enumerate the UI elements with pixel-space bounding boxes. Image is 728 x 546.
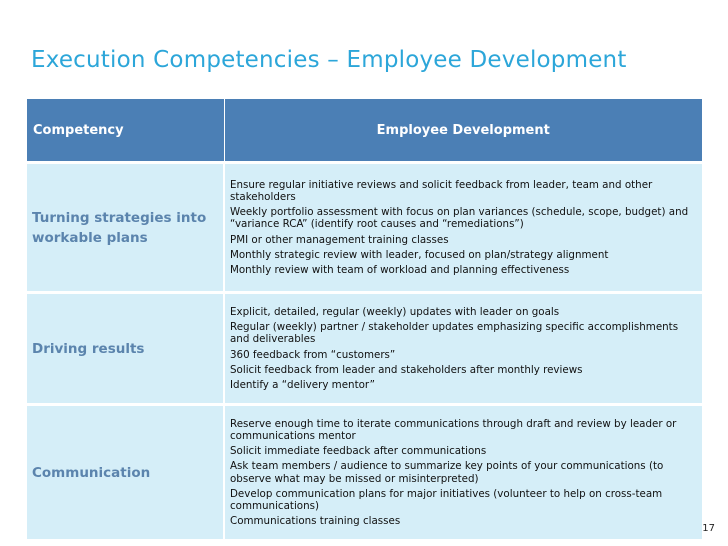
competency-cell: Turning strategies into workable plans: [27, 163, 224, 293]
development-cell: [224, 163, 702, 293]
competency-cell: Driving results: [27, 293, 224, 405]
slide-title: Execution Competencies – Employee Development: [31, 47, 627, 73]
development-cell: [224, 293, 702, 405]
competency-cell: Communication: [27, 405, 224, 540]
page-number: 17: [702, 523, 715, 534]
development-item: Monthly review with team of workload and planning effectiveness: [230, 264, 570, 276]
competency-table: [27, 99, 702, 539]
development-item: Reserve enough time to iterate communications through draft and review by leader or communications mentor: [230, 417, 677, 442]
development-item: Solicit feedback from leader and stakeholders after monthly reviews: [230, 363, 583, 376]
development-item: Regular (weekly) partner / stakeholder updates emphasizing specific accomplishments and deliverables: [230, 321, 679, 346]
development-item: Ensure regular initiative reviews and solicit feedback from leader, team and other stakeholders: [230, 178, 653, 203]
table-row: [27, 293, 702, 405]
header-employee-development: Employee Development: [224, 99, 702, 163]
table-row: [27, 163, 702, 293]
table-header-row: [27, 99, 702, 163]
header-competency: Competency: [27, 99, 224, 163]
development-item: PMI or other management training classes: [230, 233, 449, 246]
development-item: Explicit, detailed, regular (weekly) updates with leader on goals: [230, 305, 560, 318]
development-item: Weekly portfolio assessment with focus on plan variances (schedule, scope, budget) and “variance RCA” (identify root causes and “remediations”): [230, 206, 689, 231]
development-item: Communications training classes: [230, 515, 401, 528]
development-item: Ask team members / audience to summarize key points of your communications (to observe what may be missed or misinterpreted): [230, 460, 664, 485]
development-item: 360 feedback from “customers”: [230, 348, 396, 361]
development-item: Develop communication plans for major initiatives (volunteer to help on cross-team communications): [230, 487, 663, 512]
table-row: [27, 405, 702, 540]
development-item: Identify a “delivery mentor”: [230, 378, 375, 391]
development-cell: [224, 405, 702, 540]
development-item: Solicit immediate feedback after communications: [230, 445, 487, 458]
development-item: Monthly strategic review with leader, focused on plan/strategy alignment: [230, 248, 609, 261]
